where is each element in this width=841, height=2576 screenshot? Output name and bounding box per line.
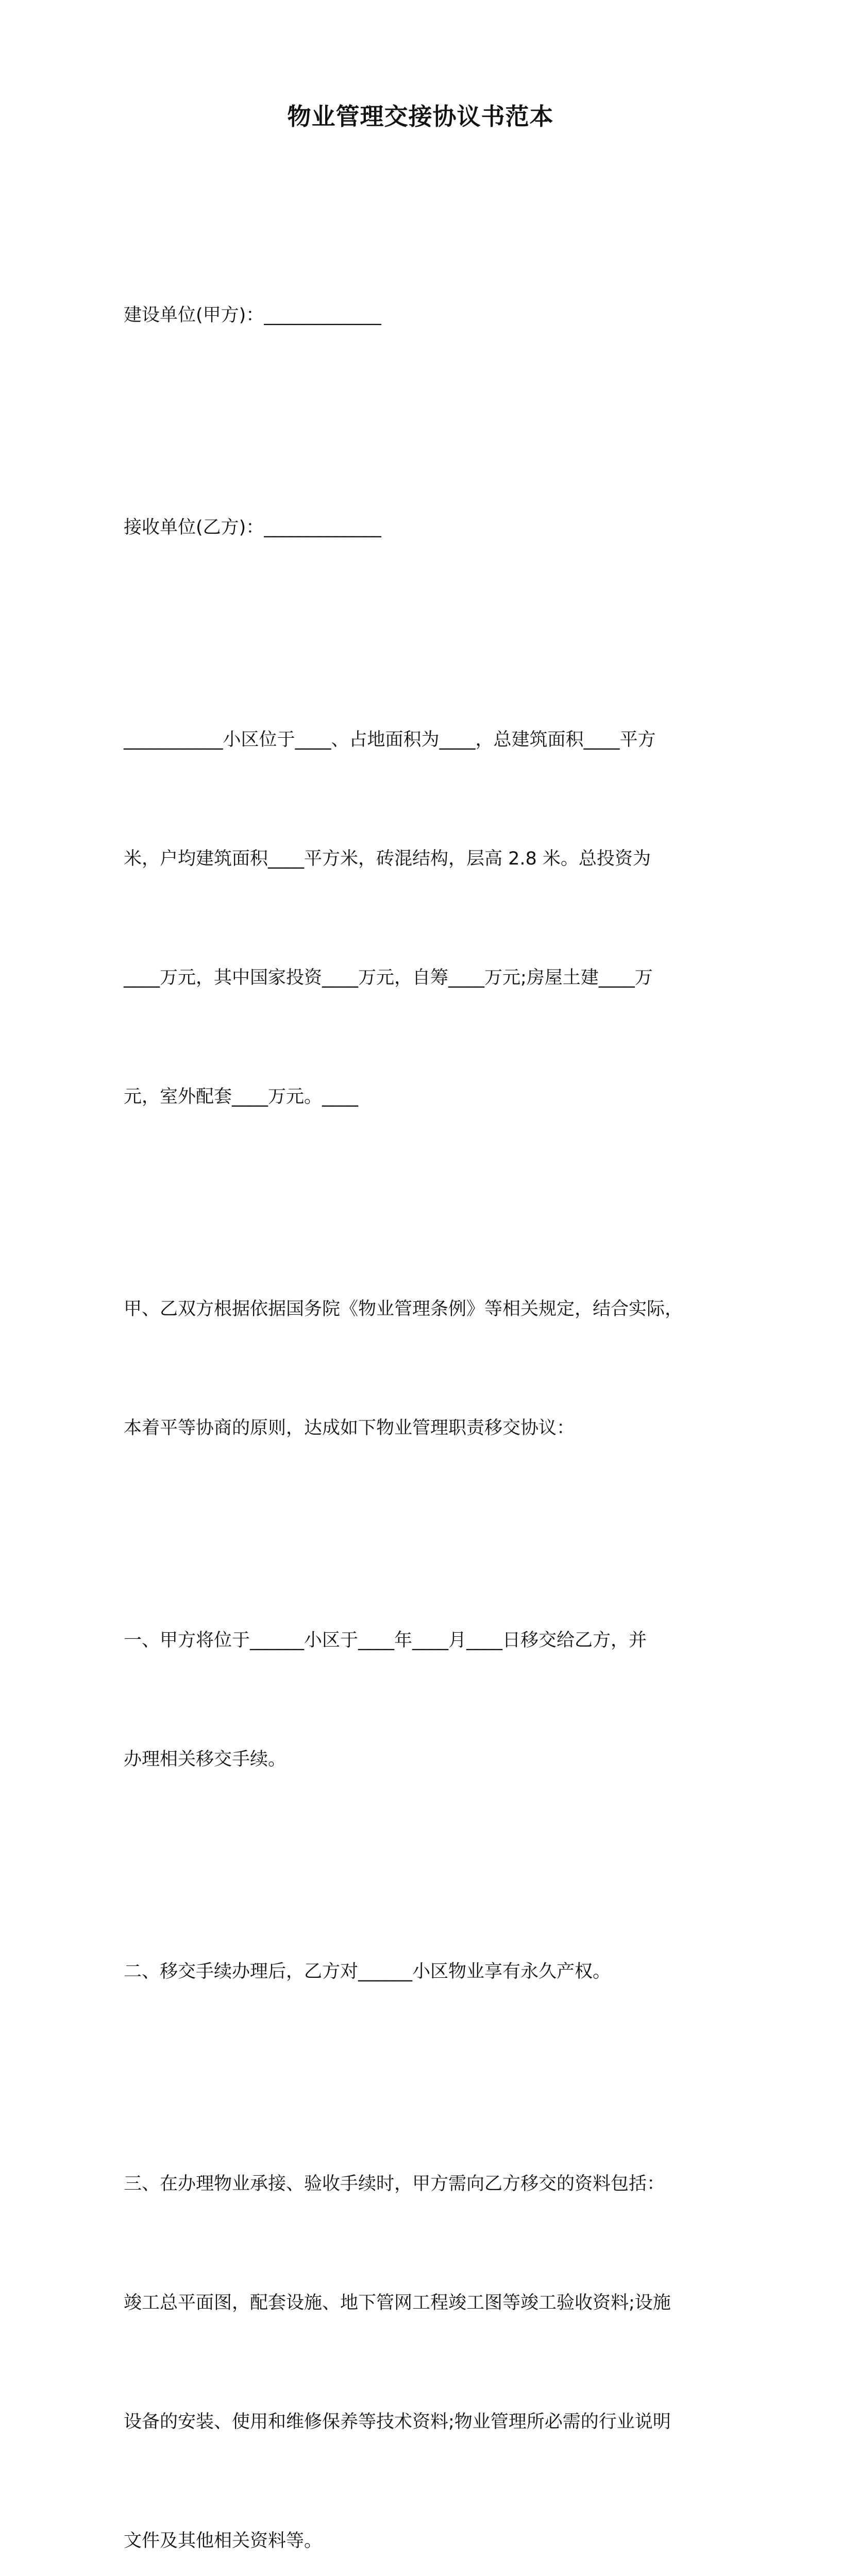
text-line: 一、甲方将位于______小区于____年____月____日移交给乙方，并 bbox=[124, 1630, 647, 1651]
paragraph-party-a bbox=[124, 216, 711, 415]
clause-2 bbox=[124, 1873, 711, 2071]
clause-3 bbox=[124, 2085, 711, 2576]
text-line: 二、移交手续办理后，乙方对______小区物业享有永久产权。 bbox=[124, 1961, 611, 1982]
text-line: 接收单位(乙方)：_____________ bbox=[124, 517, 381, 538]
paragraph-preamble bbox=[124, 1210, 711, 1528]
text-line: 本着平等协商的原则，达成如下物业管理职责移交协议： bbox=[124, 1418, 575, 1438]
text-line: 办理相关移交手续。 bbox=[124, 1749, 287, 1770]
text-line: 三、在办理物业承接、验收手续时，甲方需向乙方移交的资料包括： bbox=[124, 2174, 665, 2194]
document-title: 物业管理交接协议书范本 bbox=[287, 103, 554, 130]
text-line: ___________小区位于____、占地面积为____，总建筑面积____平方 bbox=[124, 730, 656, 750]
text-line: 文件及其他相关资料等。 bbox=[124, 2531, 323, 2551]
paragraph-party-b bbox=[124, 429, 711, 627]
text-line: ____万元，其中国家投资____万元，自筹____万元;房屋土建____万 bbox=[124, 968, 653, 988]
paragraph-property-info bbox=[124, 641, 711, 1196]
text-line: 元，室外配套____万元。____ bbox=[124, 1087, 359, 1107]
text-line: 米，户均建筑面积____平方米，砖混结构，层高 2.8 米。总投资为 bbox=[124, 849, 651, 869]
text-line: 甲、乙双方根据依据国务院《物业管理条例》等相关规定，结合实际， bbox=[124, 1299, 683, 1319]
text-line: 设备的安装、使用和维修保养等技术资料;物业管理所必需的行业说明 bbox=[124, 2412, 671, 2432]
document-body bbox=[124, 216, 711, 2576]
text-line: 建设单位(甲方)：_____________ bbox=[124, 305, 381, 326]
text-line: 竣工总平面图，配套设施、地下管网工程竣工图等竣工验收资料;设施 bbox=[124, 2293, 671, 2313]
clause-1 bbox=[124, 1541, 711, 1859]
